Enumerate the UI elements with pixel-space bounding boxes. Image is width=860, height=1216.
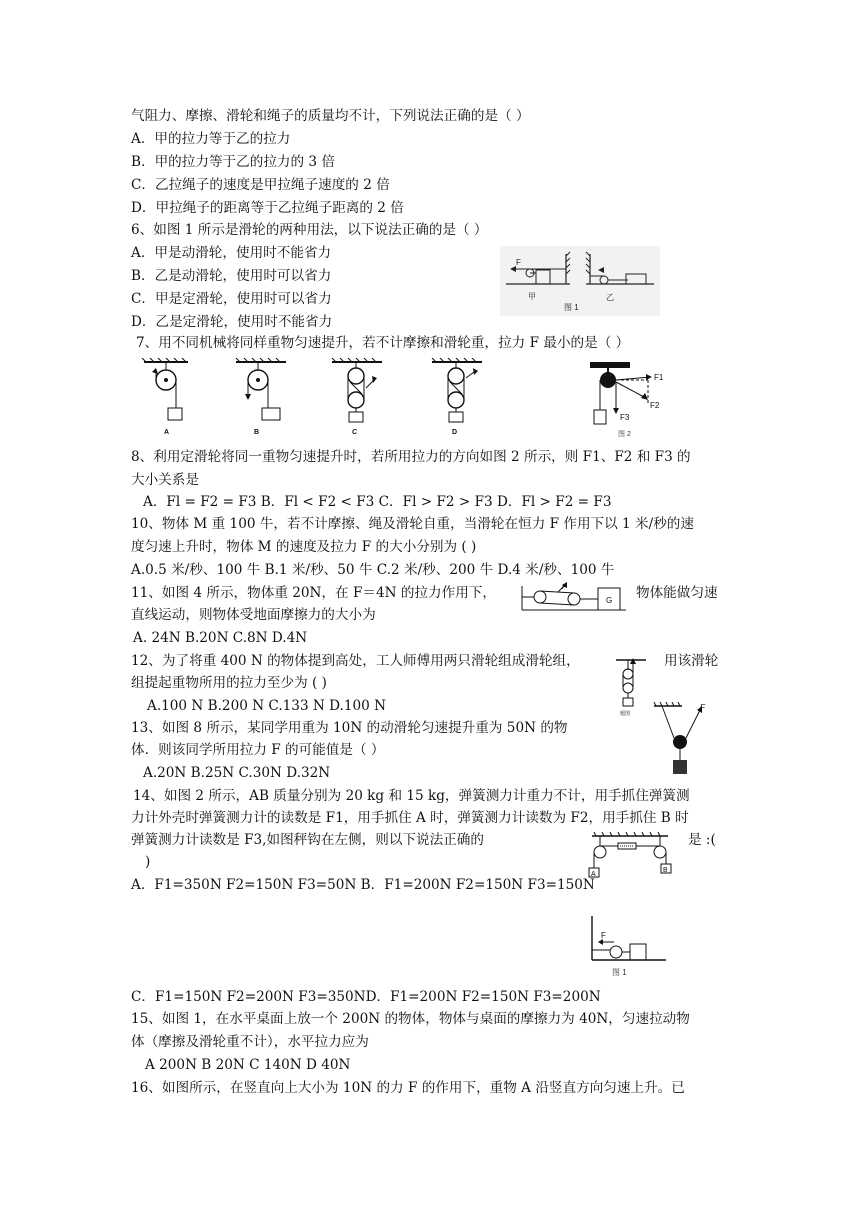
figure-12-pulley-block <box>612 656 652 718</box>
question-5-option-a: A．甲的拉力等于乙的拉力 <box>131 131 291 147</box>
question-7-stem: 7、用不同机械将同样重物匀速提升，若不计摩擦和滑轮重，拉力 F 最小的是（ ） <box>136 335 630 351</box>
question-6-option-a: A．甲是动滑轮，使用时不能省力 <box>131 245 332 261</box>
figure-2-fixed-pulley <box>588 360 688 440</box>
question-13-stem-cont: 体．则该同学所用拉力 F 的可能值是（ ） <box>131 742 385 758</box>
question-15-options: A 200N B 20N C 140N D 40N <box>145 1057 351 1073</box>
figure-4-g-label: G <box>606 596 613 605</box>
question-11-stem-cont: 直线运动，则物体受地面摩擦力的大小为 <box>131 607 376 623</box>
question-5-stem-end: 气阻力、摩擦、滑轮和绳子的质量均不计，下列说法正确的是（ ） <box>131 108 530 124</box>
figure-1-pulley-usage <box>500 246 660 316</box>
question-12-stem-cont: 组提起重物所用的拉力至少为 ( ) <box>131 675 327 691</box>
question-6-stem: 6、如图 1 所示是滑轮的两种用法，以下说法正确的是（ ） <box>131 222 488 238</box>
question-14-stem: 14、如图 2 所示，AB 质量分别为 20 kg 和 15 kg，弹簧测力计重力不计，用手抓住弹簧测 <box>133 788 690 804</box>
figure-4-horizontal-pulley <box>518 580 630 616</box>
figure-7-label-b: B <box>254 429 260 436</box>
figure-15-f-label: F <box>601 931 606 940</box>
figure-12-caption: 题图 <box>620 711 631 717</box>
question-11-stem-tail: 物体能做匀速 <box>636 585 718 601</box>
question-10-stem-cont: 度匀速上升时，物体 M 的速度及拉力 F 的大小分别为 ( ) <box>131 539 477 555</box>
figure-1-f-label: F <box>516 258 521 267</box>
question-14-stem-cont: 力计外壳时弹簧测力计的读数是 F1，用手抓住 A 时，弹簧测力计读数为 F2，用手抓住 B 时 <box>131 810 689 826</box>
question-10-options: A.0.5 米/秒、100 牛 B.1 米/秒、50 牛 C.2 米/秒、200 牛 D.4 米/秒、100 牛 <box>131 562 615 578</box>
question-6-option-b: B．乙是动滑轮，使用时可以省力 <box>131 268 332 284</box>
question-14-paren: ) <box>145 854 151 870</box>
question-8-options: A．Fl = F2 = F3 B．Fl < F2 < F3 C．Fl > F2 > F3 D．Fl > F2 = F3 <box>143 494 612 510</box>
question-5-option-b: B．甲的拉力等于乙的拉力的 3 倍 <box>131 154 335 170</box>
figure-8-movable-pulley <box>652 702 708 778</box>
question-6-option-c: C．甲是定滑轮，使用时可以省力 <box>131 291 332 307</box>
question-16-stem: 16、如图所示，在竖直向上大小为 10N 的力 F 的作用下，重物 A 沿竖直方向匀速上升。已 <box>131 1080 685 1096</box>
question-14-stem-cont2: 弹簧测力计读数是 F3,如图秤钩在左侧，则以下说法正确的 <box>131 832 484 848</box>
question-14-options-ab: A．F1=350N F2=150N F3=50N B．F1=200N F2=150N F3=150N <box>131 877 595 893</box>
question-15-stem-cont: 体（摩擦及滑轮重不计），水平拉力应为 <box>131 1034 369 1050</box>
figure-15-caption: 图 1 <box>612 968 627 977</box>
question-11-options: A. 24N B.20N C.8N D.4N <box>133 630 308 646</box>
figure-7-label-a: A <box>164 429 170 436</box>
question-13-stem: 13、如图 8 所示，某同学用重为 10N 的动滑轮匀速提升重为 50N 的物 <box>131 720 568 736</box>
figure-8-f-label: F <box>700 703 705 712</box>
figure-1-caption: 图 1 <box>564 303 579 312</box>
figure-1-jia-label: 甲 <box>528 292 536 301</box>
question-5-option-c: C．乙拉绳子的速度是甲拉绳子速度的 2 倍 <box>131 177 390 193</box>
figure-2-caption: 图 2 <box>618 431 631 438</box>
question-12-stem-tail: 用该滑轮 <box>664 653 719 669</box>
figure-14-a-label: A <box>591 871 596 878</box>
question-15-stem: 15、如图 1，在水平桌面上放一个 200N 的物体，物体与桌面的摩擦力为 40N，匀速拉动物 <box>131 1011 690 1027</box>
figure-7-label-c: C <box>352 429 358 436</box>
question-5-option-d: D．甲拉绳子的距离等于乙拉绳子距离的 2 倍 <box>131 200 404 216</box>
figure-7-label-d: D <box>452 429 458 436</box>
question-6-option-d: D．乙是定滑轮，使用时不能省力 <box>131 314 333 330</box>
question-14-options-cd: C．F1=150N F2=200N F3=350ND．F1=200N F2=150N F3=200N <box>131 989 601 1005</box>
question-14-stem-tail: 是 :( <box>688 832 716 848</box>
figure-1-yi-label: 乙 <box>606 293 614 302</box>
question-10-stem: 10、物体 M 重 100 牛，若不计摩擦、绳及滑轮自重，当滑轮在恒力 F 作用下以 1 米/秒的速 <box>131 516 694 532</box>
question-12-options: A.100 N B.200 N C.133 N D.100 N <box>147 698 387 714</box>
question-13-options: A.20N B.25N C.30N D.32N <box>143 765 331 781</box>
figure-4-f-label: F <box>562 584 567 591</box>
question-12-stem: 12、为了将重 400 N 的物体提到高处，工人师傅用两只滑轮组成滑轮组， <box>131 653 580 669</box>
question-8-stem-cont: 大小关系是 <box>131 472 199 488</box>
figure-15-horizontal-pulley <box>586 912 670 982</box>
figure-2-f1-label: F1 <box>654 373 664 382</box>
figure-2-f2-label: F2 <box>650 401 660 410</box>
figure-2-f3-label: F3 <box>620 413 630 422</box>
figure-14-spring-scale <box>586 832 676 880</box>
figure-7-pulley-setups <box>136 358 516 440</box>
figure-14-b-label: B <box>663 867 668 874</box>
question-8-stem: 8、利用定滑轮将同一重物匀速提升时，若所用拉力的方向如图 2 所示，则 F1、F2 和 F3 的 <box>131 449 691 465</box>
question-11-stem: 11、如图 4 所示，物体重 20N，在 F＝4N 的拉力作用下， <box>131 585 496 601</box>
